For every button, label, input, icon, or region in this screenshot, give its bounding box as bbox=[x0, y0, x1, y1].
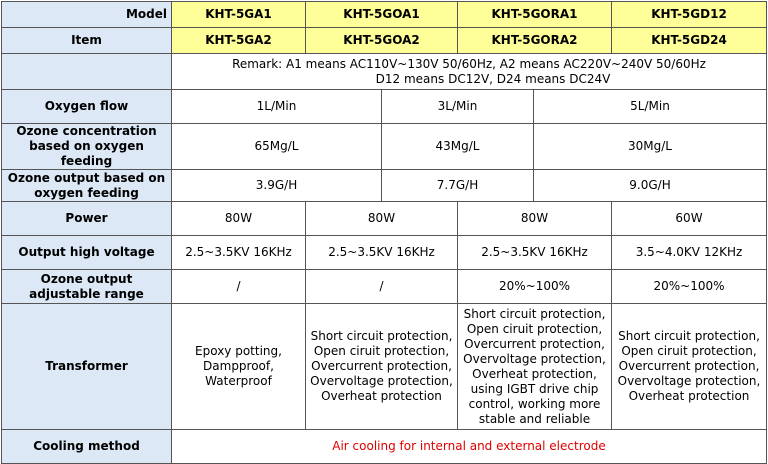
model-1-name: KHT-5GA1 bbox=[172, 2, 306, 28]
transformer-2-line: Overheat protection bbox=[321, 389, 442, 403]
item-label: Item bbox=[2, 28, 172, 54]
ozone-concentration-label: Ozone concentration based on oxygen feeding bbox=[2, 124, 172, 170]
ozone-adjustable-value-2: / bbox=[306, 270, 458, 304]
transformer-2-line: Short circuit protection, bbox=[310, 329, 453, 343]
ozone-concentration-value-1: 65Mg/L bbox=[172, 124, 382, 170]
transformer-1-line: Epoxy potting, bbox=[195, 344, 282, 358]
ozone-concentration-row bbox=[2, 124, 767, 170]
transformer-4-line: Overvoltage protection, bbox=[617, 374, 761, 388]
transformer-label: Transformer bbox=[2, 304, 172, 430]
power-value-1: 80W bbox=[172, 202, 306, 236]
power-value-2: 80W bbox=[306, 202, 458, 236]
ozone-adjustable-value-3: 20%~100% bbox=[458, 270, 612, 304]
remark-line-1: Remark: A1 means AC110V~130V 50/60Hz, A2 means AC220V~240V 50/60Hz bbox=[232, 56, 706, 71]
ozone-adjustable-row bbox=[2, 270, 767, 304]
oxygen-flow-value-1: 1L/Min bbox=[172, 90, 382, 124]
ozone-concentration-value-3: 30Mg/L bbox=[534, 124, 767, 170]
cooling-row bbox=[2, 430, 767, 464]
ozone-output-row bbox=[2, 170, 767, 202]
transformer-3-line: Open ciruit protection, bbox=[466, 321, 603, 336]
model-2-variant: KHT-5GOA2 bbox=[306, 28, 458, 54]
power-value-4: 60W bbox=[612, 202, 767, 236]
transformer-value-1 bbox=[172, 304, 306, 430]
model-4-name: KHT-5GD12 bbox=[612, 2, 767, 28]
transformer-3-line: Overvoltage protection, bbox=[463, 351, 606, 366]
transformer-row bbox=[2, 304, 767, 430]
transformer-2-line: Open ciruit protection, bbox=[313, 344, 450, 358]
transformer-3-line: Overheat protection, bbox=[472, 366, 597, 381]
transformer-4-line: Open ciruit protection, bbox=[621, 344, 757, 358]
transformer-1-line: Dampproof, bbox=[203, 359, 274, 373]
ozone-concentration-value-2: 43Mg/L bbox=[382, 124, 534, 170]
oxygen-flow-label: Oxygen flow bbox=[2, 90, 172, 124]
power-label: Power bbox=[2, 202, 172, 236]
remark-row bbox=[2, 54, 767, 90]
transformer-1-line: Waterproof bbox=[205, 374, 272, 388]
transformer-value-2 bbox=[306, 304, 458, 430]
output-high-voltage-value-2: 2.5~3.5KV 16KHz bbox=[306, 236, 458, 270]
transformer-3-line: Overcurrent protection, bbox=[464, 336, 605, 351]
transformer-4-line: Overheat protection bbox=[628, 389, 750, 403]
model-3-name: KHT-5GORA1 bbox=[458, 2, 612, 28]
model-4-variant: KHT-5GD24 bbox=[612, 28, 767, 54]
header-row-item bbox=[2, 28, 767, 54]
ozone-output-label: Ozone output based on oxygen feeding bbox=[2, 170, 172, 202]
ozone-adjustable-value-1: / bbox=[172, 270, 306, 304]
header-row-model bbox=[2, 2, 767, 28]
ozone-output-value-2: 7.7G/H bbox=[382, 170, 534, 202]
transformer-2-line: Overcurrent protection, bbox=[311, 359, 452, 373]
model-label: Model bbox=[2, 2, 172, 28]
output-high-voltage-value-3: 2.5~3.5KV 16KHz bbox=[458, 236, 612, 270]
transformer-4-line: Short circuit protection, bbox=[618, 329, 760, 343]
transformer-4-line: Overcurrent protection, bbox=[618, 359, 760, 373]
remark-cell bbox=[172, 54, 767, 90]
model-1-variant: KHT-5GA2 bbox=[172, 28, 306, 54]
spec-table bbox=[1, 1, 767, 464]
oxygen-flow-value-3: 5L/Min bbox=[534, 90, 767, 124]
ozone-output-value-3: 9.0G/H bbox=[534, 170, 767, 202]
oxygen-flow-value-2: 3L/Min bbox=[382, 90, 534, 124]
transformer-value-3 bbox=[458, 304, 612, 430]
model-3-variant: KHT-5GORA2 bbox=[458, 28, 612, 54]
model-2-name: KHT-5GOA1 bbox=[306, 2, 458, 28]
transformer-3-line: using IGBT drive chip bbox=[470, 381, 599, 396]
transformer-3-line: control, working more bbox=[468, 396, 601, 411]
transformer-3-line: Short circuit protection, bbox=[463, 306, 606, 321]
remark-line-2: D12 means DC12V, D24 means DC24V bbox=[375, 71, 611, 86]
ozone-adjustable-label: Ozone output adjustable range bbox=[2, 270, 172, 304]
ozone-output-value-1: 3.9G/H bbox=[172, 170, 382, 202]
power-value-3: 80W bbox=[458, 202, 612, 236]
transformer-3-line: stable and reliable bbox=[478, 411, 591, 426]
remark-label-cell bbox=[2, 54, 172, 90]
cooling-label: Cooling method bbox=[2, 430, 172, 464]
cooling-value: Air cooling for internal and external electrode bbox=[172, 430, 767, 464]
power-row bbox=[2, 202, 767, 236]
output-high-voltage-label: Output high voltage bbox=[2, 236, 172, 270]
output-high-voltage-value-1: 2.5~3.5KV 16KHz bbox=[172, 236, 306, 270]
transformer-2-line: Overvoltage protection, bbox=[310, 374, 453, 388]
output-high-voltage-row bbox=[2, 236, 767, 270]
transformer-value-4 bbox=[612, 304, 767, 430]
output-high-voltage-value-4: 3.5~4.0KV 12KHz bbox=[612, 236, 767, 270]
ozone-adjustable-value-4: 20%~100% bbox=[612, 270, 767, 304]
oxygen-flow-row bbox=[2, 90, 767, 124]
